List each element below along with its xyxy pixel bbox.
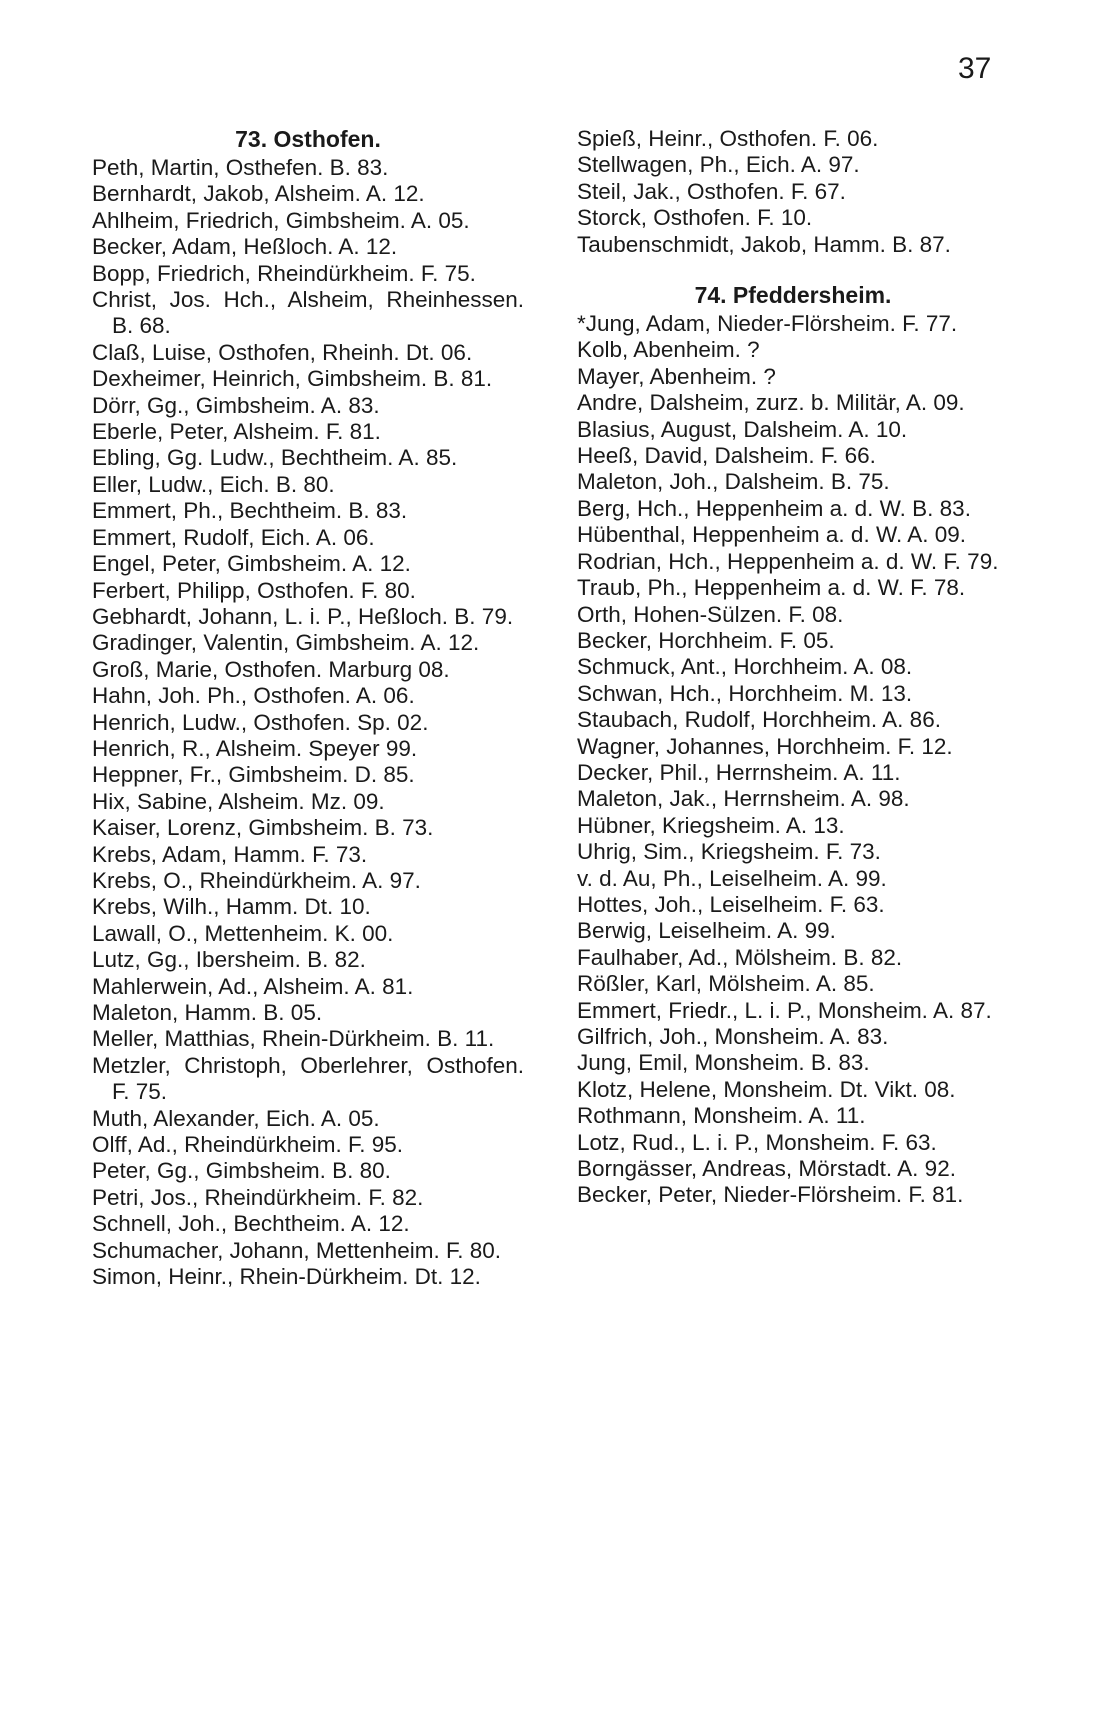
directory-entry: v. d. Au, Ph., Leiselheim. A. 99. [577,865,887,891]
directory-entry: Spieß, Heinr., Osthofen. F. 06. [577,126,879,151]
directory-entry: Gradinger, Valentin, Gimbsheim. A. 12. [92,630,480,656]
directory-entry: Gebhardt, Johann, L. i. P., Heßloch. B. 79. [92,603,514,629]
directory-entry: Christ, Jos. Hch., Alsheim, Rheinhessen. B. 68. [92,287,524,339]
directory-entry: Henrich, Ludw., Osthofen. Sp. 02. [92,709,429,735]
directory-entry: Bopp, Friedrich, Rheindürkheim. F. 75. [92,260,476,286]
directory-entry: Decker, Phil., Herrnsheim. A. 11. [577,759,901,785]
directory-entry: Ferbert, Philipp, Osthofen. F. 80. [92,577,416,603]
directory-entry: Maleton, Joh., Dalsheim. B. 75. [577,469,890,495]
directory-entry: Peth, Martin, Osthefen. B. 83. [92,155,389,180]
directory-entry: Olff, Ad., Rheindürkheim. F. 95. [92,1132,403,1158]
directory-entry: Eberle, Peter, Alsheim. F. 81. [92,419,381,445]
directory-entry: Ebling, Gg. Ludw., Bechtheim. A. 85. [92,445,458,471]
directory-entry: Mahlerwein, Ad., Alsheim. A. 81. [92,973,414,999]
directory-entry: Muth, Alexander, Eich. A. 05. [92,1105,380,1131]
directory-entry: Becker, Horchheim. F. 05. [577,627,835,653]
directory-entry: Ahlheim, Friedrich, Gimbsheim. A. 05. [92,207,470,233]
directory-entry: Traub, Ph., Heppenheim a. d. W. F. 78. [577,575,966,601]
directory-entry: Faulhaber, Ad., Mölsheim. B. 82. [577,944,903,970]
left-column [92,126,524,1290]
directory-entry: Groß, Marie, Osthofen. Marburg 08. [92,656,450,682]
directory-entry: Klotz, Helene, Monsheim. Dt. Vikt. 08. [577,1076,956,1102]
directory-entry: Andre, Dalsheim, zurz. b. Militär, A. 09. [577,390,965,416]
section-heading-osthofen: 73. Osthofen. [235,126,381,152]
page-number: 37 [958,52,992,85]
directory-entry: Dexheimer, Heinrich, Gimbsheim. B. 81. [92,366,493,392]
entry-list-pfeddersheim [577,311,1009,1209]
directory-entry: Berwig, Leiselheim. A. 99. [577,918,836,944]
directory-entry: Krebs, Wilh., Hamm. Dt. 10. [92,894,371,920]
directory-entry: Emmert, Ph., Bechtheim. B. 83. [92,498,408,524]
directory-entry: Orth, Hohen-Sülzen. F. 08. [577,601,844,627]
directory-entry: Emmert, Friedr., L. i. P., Monsheim. A. 87. [577,997,992,1023]
directory-entry: Blasius, August, Dalsheim. A. 10. [577,416,908,442]
section-heading-pfeddersheim: 74. Pfeddersheim. [694,282,892,309]
directory-entry: Engel, Peter, Gimbsheim. A. 12. [92,551,411,577]
directory-entry: Eller, Ludw., Eich. B. 80. [92,471,335,497]
directory-entry: Taubenschmidt, Jakob, Hamm. B. 87. [577,231,951,257]
directory-entry: Krebs, Adam, Hamm. F. 73. [92,841,368,867]
entry-list-osthofen-continued [577,126,1009,258]
directory-entry: Maleton, Jak., Herrnsheim. A. 98. [577,786,910,812]
directory-entry: Maleton, Hamm. B. 05. [92,1000,323,1025]
directory-entry: Lotz, Rud., L. i. P., Monsheim. F. 63. [577,1129,937,1155]
directory-entry: Claß, Luise, Osthofen, Rheinh. Dt. 06. [92,339,473,365]
directory-entry: Kolb, Abenheim. ? [577,337,760,363]
directory-entry: Lawall, O., Mettenheim. K. 00. [92,920,394,946]
directory-entry: Henrich, R., Alsheim. Speyer 99. [92,735,418,761]
directory-entry: Lutz, Gg., Ibersheim. B. 82. [92,947,366,973]
directory-entry: Heeß, David, Dalsheim. F. 66. [577,443,876,469]
directory-entry: Rößler, Karl, Mölsheim. A. 85. [577,971,875,997]
directory-entry: Berg, Hch., Heppenheim a. d. W. B. 83. [577,495,971,521]
directory-entry: Schnell, Joh., Bechtheim. A. 12. [92,1211,410,1237]
directory-entry: Dörr, Gg., Gimbsheim. A. 83. [92,392,380,418]
directory-entry: Becker, Adam, Heßloch. A. 12. [92,234,398,260]
directory-entry: Krebs, O., Rheindürkheim. A. 97. [92,867,421,893]
directory-entry: Petri, Jos., Rheindürkheim. F. 82. [92,1184,424,1210]
right-column [577,126,1009,1209]
directory-entry: Becker, Peter, Nieder-Flörsheim. F. 81. [577,1182,964,1208]
directory-entry: Jung, Emil, Monsheim. B. 83. [577,1050,870,1076]
directory-entry: Storck, Osthofen. F. 10. [577,205,813,231]
directory-entry: Hottes, Joh., Leiselheim. F. 63. [577,891,885,917]
directory-entry: Kaiser, Lorenz, Gimbsheim. B. 73. [92,815,434,841]
directory-entry: Hübner, Kriegsheim. A. 13. [577,812,845,838]
directory-entry: Hix, Sabine, Alsheim. Mz. 09. [92,788,385,814]
directory-entry: Borngässer, Andreas, Mörstadt. A. 92. [577,1156,956,1182]
directory-entry: Rodrian, Hch., Heppenheim a. d. W. F. 79. [577,548,999,574]
directory-entry: Hübenthal, Heppenheim a. d. W. A. 09. [577,522,966,548]
directory-entry: Heppner, Fr., Gimbsheim. D. 85. [92,762,415,788]
directory-entry: Peter, Gg., Gimbsheim. B. 80. [92,1158,391,1184]
directory-entry: Uhrig, Sim., Kriegsheim. F. 73. [577,839,881,865]
entry-list-osthofen [92,155,524,1290]
directory-entry: Metzler, Christoph, Oberlehrer, Osthofen. F. 75. [92,1052,524,1105]
directory-entry: Emmert, Rudolf, Eich. A. 06. [92,524,375,550]
directory-entry: Mayer, Abenheim. ? [577,363,776,389]
directory-entry: Bernhardt, Jakob, Alsheim. A. 12. [92,181,425,207]
directory-entry: Schumacher, Johann, Mettenheim. F. 80. [92,1237,501,1263]
directory-entry: Wagner, Johannes, Horchheim. F. 12. [577,733,953,759]
directory-entry: Hahn, Joh. Ph., Osthofen. A. 06. [92,683,415,709]
directory-entry: Schmuck, Ant., Horchheim. A. 08. [577,654,913,680]
directory-entry: Gilfrich, Joh., Monsheim. A. 83. [577,1024,889,1049]
directory-entry: Staubach, Rudolf, Horchheim. A. 86. [577,707,941,733]
directory-entry: Schwan, Hch., Horchheim. M. 13. [577,680,913,706]
directory-entry: Meller, Matthias, Rhein-Dürkheim. B. 11. [92,1026,495,1052]
directory-entry: Simon, Heinr., Rhein-Dürkheim. Dt. 12. [92,1264,481,1290]
directory-entry: Stellwagen, Ph., Eich. A. 97. [577,152,860,178]
directory-entry: Steil, Jak., Osthofen. F. 67. [577,178,846,204]
directory-entry: *Jung, Adam, Nieder-Flörsheim. F. 77. [577,311,958,337]
directory-entry: Rothmann, Monsheim. A. 11. [577,1103,866,1129]
